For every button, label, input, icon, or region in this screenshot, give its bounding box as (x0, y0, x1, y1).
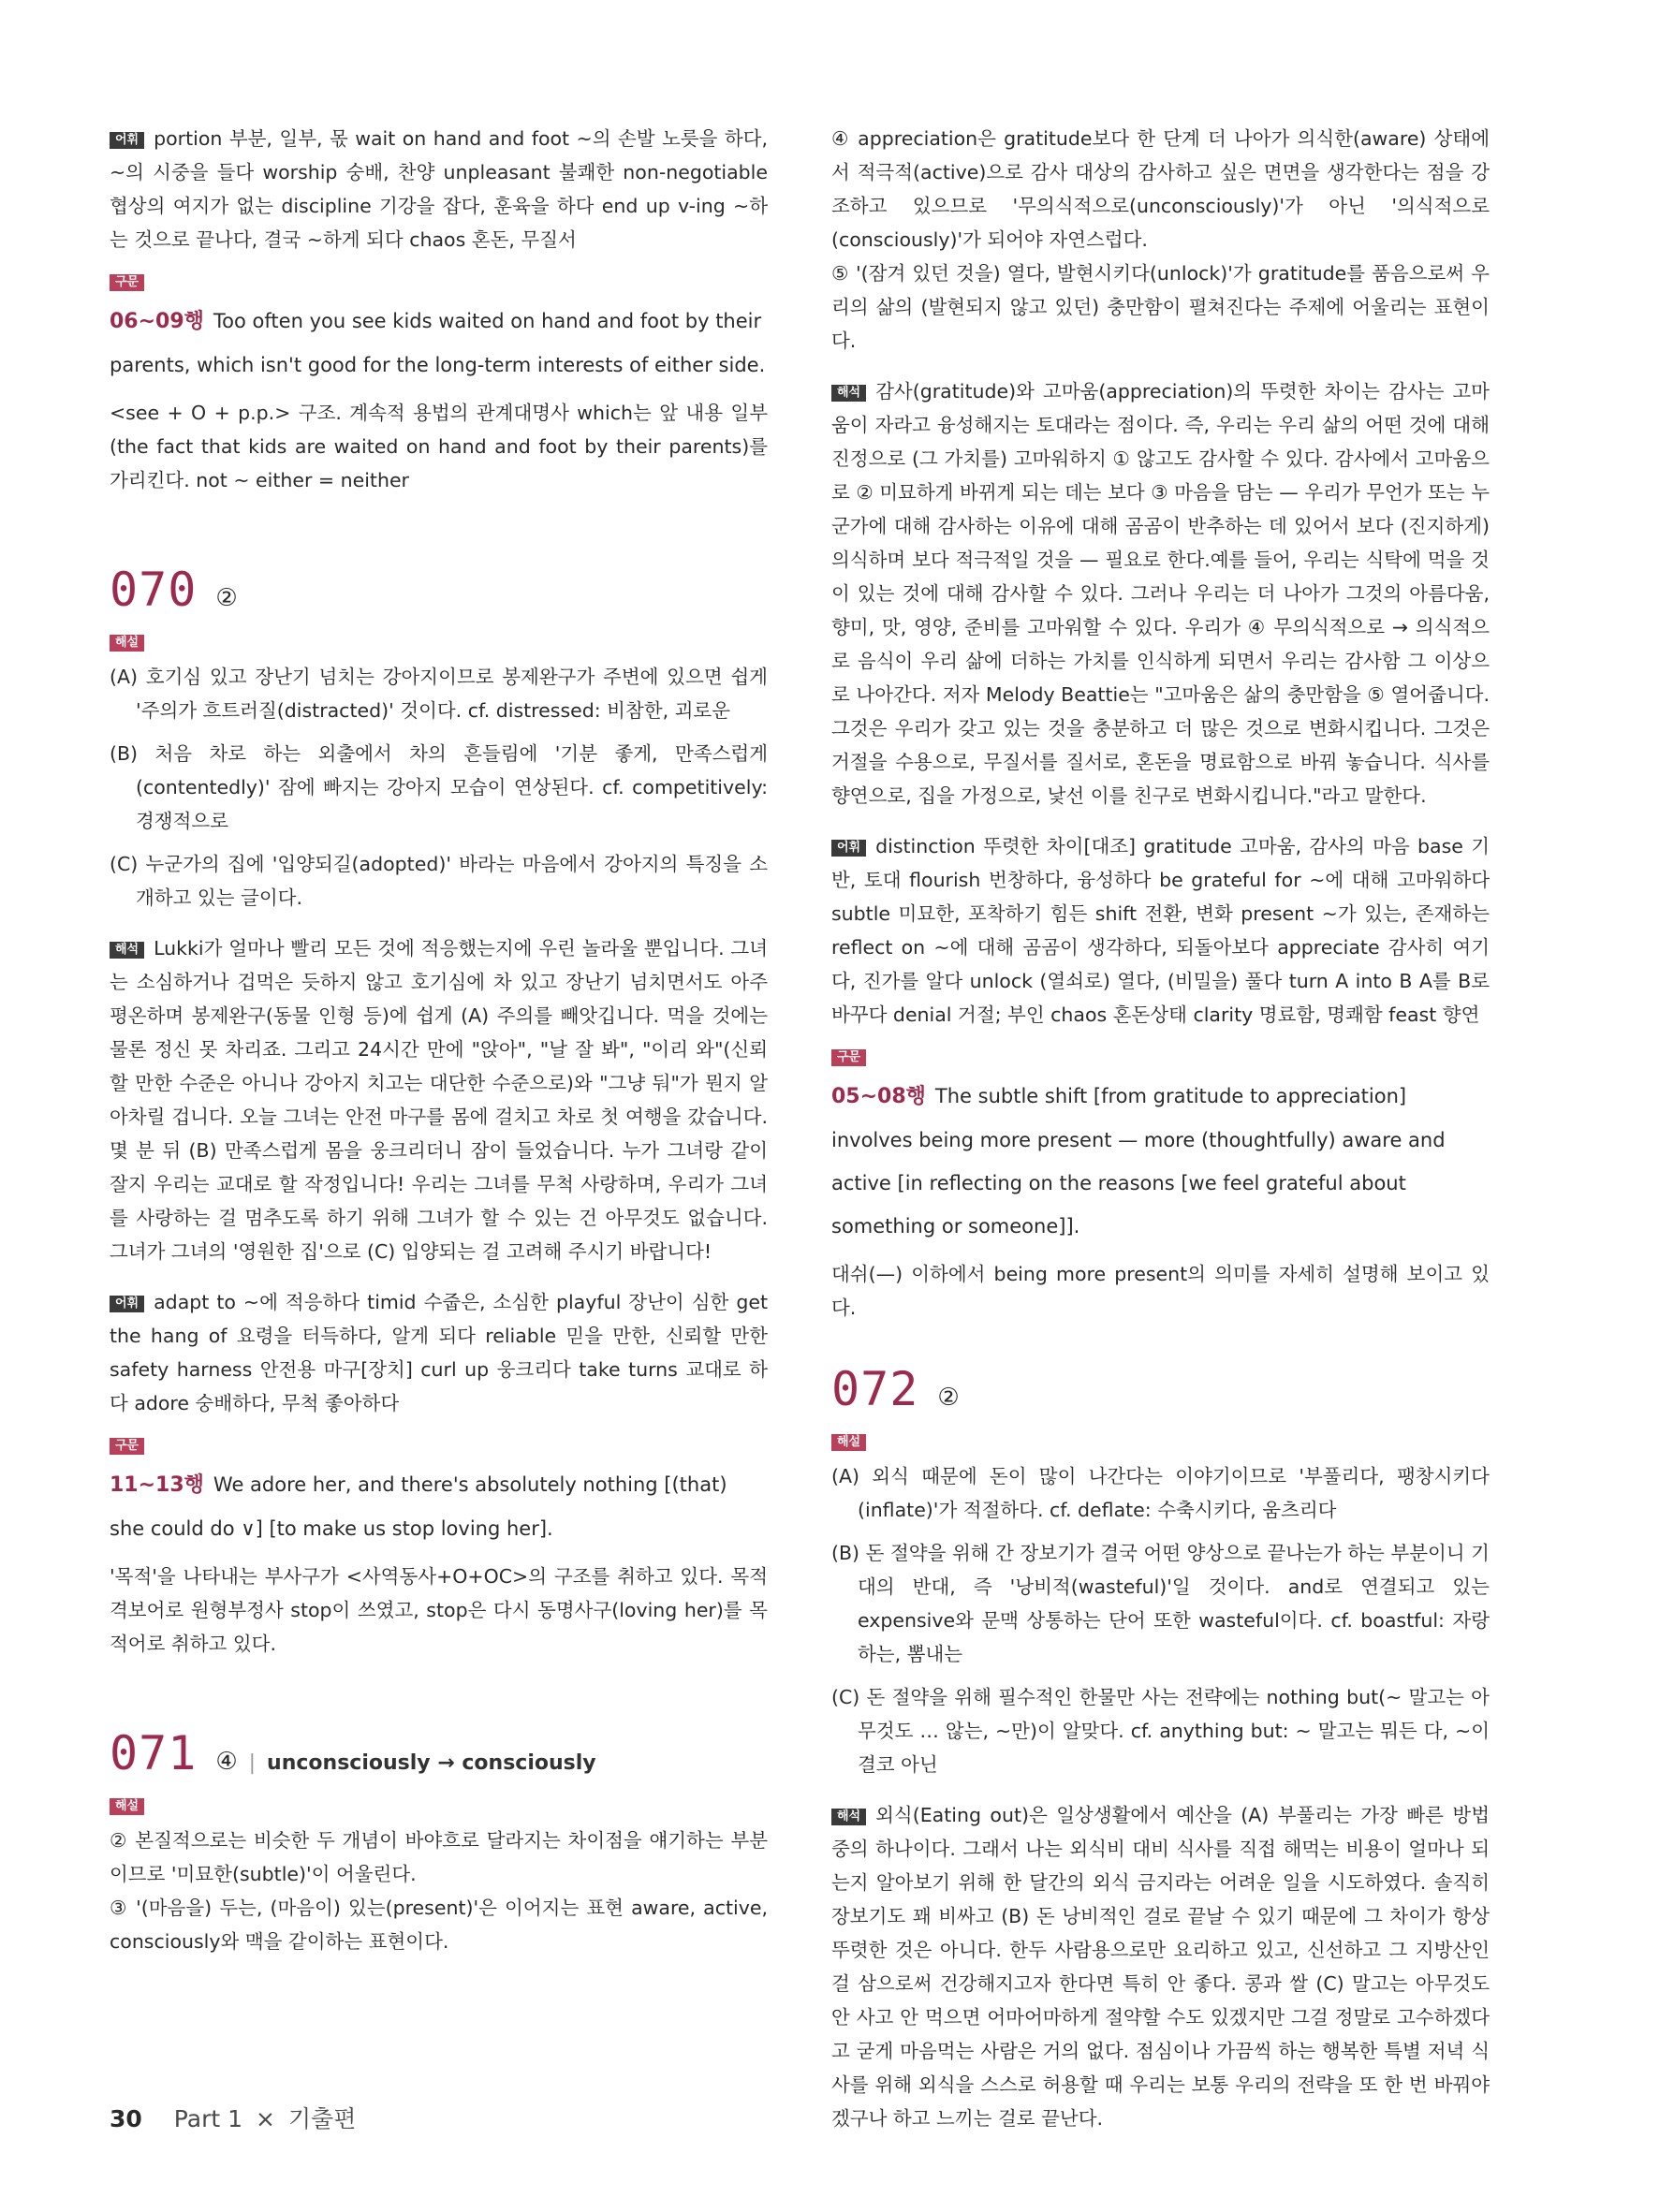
vocab-block: 어휘 distinction 뚜렷한 차이[대조] gratitude 고마움, 감사의 마음 base 기반, 토대 flourish 번창하다, 융성하다 be grateful for ~에 대해 고마워하다 subtle 미묘한, 포착하기 힘든 shift 전환, 변화 present ~가 있는, 존재하는 reflect on ~에 대해 곰곰이 생각하다, 되돌아보다 appreciate 감사히 여기다, 진가를 알다 unlock (열쇠로) 열다, (비밀을) 풀다 turn A into B A를 B로 바꾸다 denial 거절; 부인 chaos 혼돈상태 clarity 명료함, 명쾌함 feast 향연 (831, 835, 1490, 1026)
part-label: Part 1 (173, 2105, 243, 2132)
structure-note: <see + O + p.p.> 구조. 계속적 용법의 관계대명사 which는 앞 내용 일부(the fact that kids are waited on hand and foot by their parents)를 가리킨다. not ~ either = neither (110, 402, 768, 491)
question-header-070: 070 ② (110, 563, 238, 617)
translation-block: 해석 외식(Eating out)은 일상생활에서 예산을 (A) 부풀리는 가장 빠른 방법 중의 하나이다. 그래서 나는 외식비 대비 식사를 직접 해먹는 비용이 얼마나 되는지 알아보기 위해 한 달간의 외식 금지라는 어려운 일을 시도하였다. 솔직히 장보기도 꽤 비싸고 (B) 돈 낭비적인 걸로 끝날 수 있기 때문에 그 차이가 항상 뚜렷한 것은 아니다. 한두 사람용으로만 요리하고 있고, 신선하고 그 지방산인 걸 삼으로써 건강해지고자 한다면 특히 안 좋다. 콩과 쌀 (C) 말고는 아무것도 안 사고 안 먹으면 어마어마하게 절약할 수도 있겠지만 그걸 정말로 고수하겠다고 굳게 마음먹는 사람은 거의 없다. 점심이나 가끔씩 하는 행복한 특별 저녁 식사를 위해 외식을 스스로 허용할 때 우리는 보통 우리의 전략을 또 한 번 바꿔야겠구나 하고 느끼는 걸로 끝난다. (831, 1804, 1490, 2130)
answer-mark: ④ (215, 1748, 238, 1776)
page-footer (110, 2101, 356, 2134)
translation-tag: 해석 (831, 1809, 866, 1825)
explanation-item: ③ '(마음을) 두는, (마음이) 있는(present)'은 이어지는 표현 aware, active, consciously와 맥을 같이하는 표현이다. (110, 1897, 768, 1953)
page-number: 30 (110, 2105, 142, 2132)
separator: | (248, 1751, 257, 1775)
vocab-block: 어휘 portion 부분, 일부, 몫 wait on hand and foot ~의 손발 노릇을 하다, ~의 시중을 들다 worship 숭배, 찬양 unpleasant 불쾌한 non-negotiable 협상의 여지가 없는 discipline 기강을 잡다, 훈육을 하다 end up v-ing ~하는 것으로 끝나다, 결국 ~하게 되다 chaos 혼돈, 무질서 (110, 127, 768, 251)
explanation-tag: 해설 (110, 635, 144, 652)
vocab-tag: 어휘 (110, 132, 144, 149)
answer-mark: ② (937, 1384, 960, 1412)
explanation-item: (C) 돈 절약을 위해 필수적인 한물만 사는 전략에는 nothing but(~ 말고는 아무것도 … 않는, ~만)이 알맞다. cf. anything but: ~ 말고는 뭐든 다, ~이 결코 아닌 (831, 1686, 1490, 1776)
translation-tag: 해석 (110, 942, 144, 959)
footer-separator: × (256, 2105, 275, 2132)
structure-sentence: 06~09행 Too often you see kids waited on hand and foot by their parents, which isn't good for the long-term interests of either side. (110, 310, 766, 376)
structure-tag: 구문 (831, 1049, 866, 1066)
question-header-072: 072 ② (831, 1362, 960, 1416)
correction: unconsciously → consciously (267, 1751, 596, 1775)
section-label: 기출편 (287, 2105, 357, 2132)
explanation-tag: 해설 (831, 1434, 866, 1451)
structure-tag: 구문 (110, 274, 144, 291)
vocab-block: 어휘 adapt to ~에 적응하다 timid 수줍은, 소심한 playful 장난이 심한 get the hang of 요령을 터득하다, 알게 되다 reliable 믿을 만한, 신뢰할 만한 safety harness 안전용 마구[장치] curl up 웅크리다 take turns 교대로 하다 adore 숭배하다, 무척 좋아하다 (110, 1291, 768, 1414)
explanation-item: (A) 외식 때문에 돈이 많이 나간다는 이야기이므로 '부풀리다, 팽창시키다(inflate)'가 적절하다. cf. deflate: 수축시키다, 움츠리다 (831, 1465, 1490, 1521)
explanation-item: (B) 처음 차로 하는 외출에서 차의 흔들림에 '기분 좋게, 만족스럽게(contentedly)' 잠에 빠지는 강아지 모습이 연상된다. cf. competitively: 경쟁적으로 (110, 742, 768, 832)
right-column (831, 122, 1490, 2135)
translation-block: 해석 Lukki가 얼마나 빨리 모든 것에 적응했는지에 우린 놀라울 뿐입니다. 그녀는 소심하거나 겁먹은 듯하지 않고 호기심에 차 있고 장난기 넘치면서도 아주 평온하며 봉제완구(동물 인형 등)에 쉽게 (A) 주의를 빼앗깁니다. 먹을 것에는 물론 정신 못 차리죠. 그리고 24시간 만에 "앉아", "날 잘 봐", "이리 와"(신뢰할 만한 수준은 아니나 강아지 치고는 대단한 수준으로)와 "그냥 둬"가 뭔지 알아차릴 겁니다. 오늘 그녀는 안전 마구를 몸에 걸치고 차로 첫 여행을 갔습니다. 몇 분 뒤 (B) 만족스럽게 몸을 웅크리더니 잠이 들었습니다. 누가 그녀랑 같이 잘지 우리는 교대로 할 작정입니다! 우리는 그녀를 무척 사랑하며, 우리가 그녀를 사랑하는 걸 멈추도록 하기 위해 그녀가 할 수 있는 건 아무것도 없습니다. 그녀가 그녀의 '영원한 집'으로 (C) 입양되는 걸 고려해 주시기 바랍니다! (110, 937, 768, 1263)
vocab-tag: 어휘 (831, 840, 866, 857)
explanation-item: (B) 돈 절약을 위해 간 장보기가 결국 어떤 양상으로 끝나는가 하는 부분이니 기대의 반대, 즉 '낭비적(wasteful)'일 것이다. and로 연결되고 있는 expensive와 문맥 상통하는 단어 또한 wasteful이다. cf. boastful: 자랑하는, 뽐내는 (831, 1542, 1490, 1665)
structure-tag: 구문 (110, 1438, 144, 1455)
explanation-item: ② 본질적으로는 비슷한 두 개념이 바야흐로 달라지는 차이점을 얘기하는 부분이므로 '미묘한(subtle)'이 어울린다. (110, 1829, 768, 1885)
explanation-item: ⑤ '(잠겨 있던 것을) 열다, 발현시키다(unlock)'가 gratitude를 품음으로써 우리의 삶의 (발현되지 않고 있던) 충만함이 펼쳐진다는 주제에 어울리는 표현이다. (831, 262, 1490, 352)
explanation-item: (C) 누군가의 집에 '입양되길(adopted)' 바라는 마음에서 강아지의 특징을 소개하고 있는 글이다. (110, 853, 768, 909)
translation-block: 해석 감사(gratitude)와 고마움(appreciation)의 뚜렷한 차이는 감사는 고마움이 자라고 융성해지는 토대라는 점이다. 즉, 우리는 우리 삶의 어떤 것에 대해 진정으로 (그 가치를) 고마워하지 ① 않고도 감사할 수 있다. 감사에서 고마움으로 ② 미묘하게 바뀌게 되는 데는 보다 ③ 마음을 담는 — 우리가 무언가 또는 누군가에 대해 감사하는 이유에 대해 곰곰이 반추하는 데 있어서 보다 (진지하게) 의식하며 보다 적극적일 것을 — 필요로 한다.예를 들어, 우리는 식탁에 먹을 것이 있는 것에 대해 감사할 수 있다. 그러나 우리는 더 나아가 그것의 아름다움, 향미, 맛, 영양, 준비를 고마워할 수 있다. 우리가 ④ 무의식적으로 → 의식적으로 음식이 우리 삶에 더하는 가치를 인식하게 되면서 우리는 감사함 그 이상으로 나아간다. 저자 Melody Beattie는 "고마움은 삶의 충만함을 ⑤ 열어줍니다. 그것은 우리가 갖고 있는 것을 충분하고 더 많은 것으로 변화시킵니다. 그것은 거절을 수용으로, 무질서를 질서로, 혼돈을 명료함으로 바꿔 놓습니다. 식사를 향연으로, 집을 가정으로, 낯선 이를 친구로 변화시킵니다."라고 말한다. (831, 380, 1490, 807)
structure-sentence: 05~08행 The subtle shift [from gratitude to appreciation] involves being more present — more (thoughtfully) aware and active [in reflecting on the reasons [we feel grateful about something or someone]]. (831, 1085, 1446, 1238)
structure-note: '목적'을 나타내는 부사구가 <사역동사+O+OC>의 구조를 취하고 있다. 목적격보어로 원형부정사 stop이 쓰였고, stop은 다시 동명사구(loving her)를 목적어로 취하고 있다. (110, 1565, 768, 1655)
explanation-item: ④ appreciation은 gratitude보다 한 단계 더 나아가 의식한(aware) 상태에서 적극적(active)으로 감사 대상의 감사하고 싶은 면면을 생각한다는 점을 강조하고 있으므로 '무의식적으로(unconsciously)'가 아닌 '의식적으로(consciously)'가 되어야 자연스럽다. (831, 127, 1490, 251)
left-column (110, 122, 768, 1958)
vocab-tag: 어휘 (110, 1296, 144, 1312)
structure-note: 대쉬(—) 이하에서 being more present의 의미를 자세히 설명해 보이고 있다. (831, 1263, 1490, 1319)
translation-tag: 해석 (831, 385, 866, 402)
question-header-071: 071 ④ | unconsciously → consciously (110, 1726, 596, 1780)
answer-mark: ② (215, 584, 238, 612)
explanation-item: (A) 호기심 있고 장난기 넘치는 강아지이므로 봉제완구가 주변에 있으면 쉽게 '주의가 흐트러질(distracted)' 것이다. cf. distressed: 비참한, 괴로운 (110, 666, 768, 722)
structure-sentence: 11~13행 We adore her, and there's absolutely nothing [(that) she could do ∨] [to make us stop loving her]. (110, 1473, 727, 1540)
explanation-tag: 해설 (110, 1798, 144, 1815)
